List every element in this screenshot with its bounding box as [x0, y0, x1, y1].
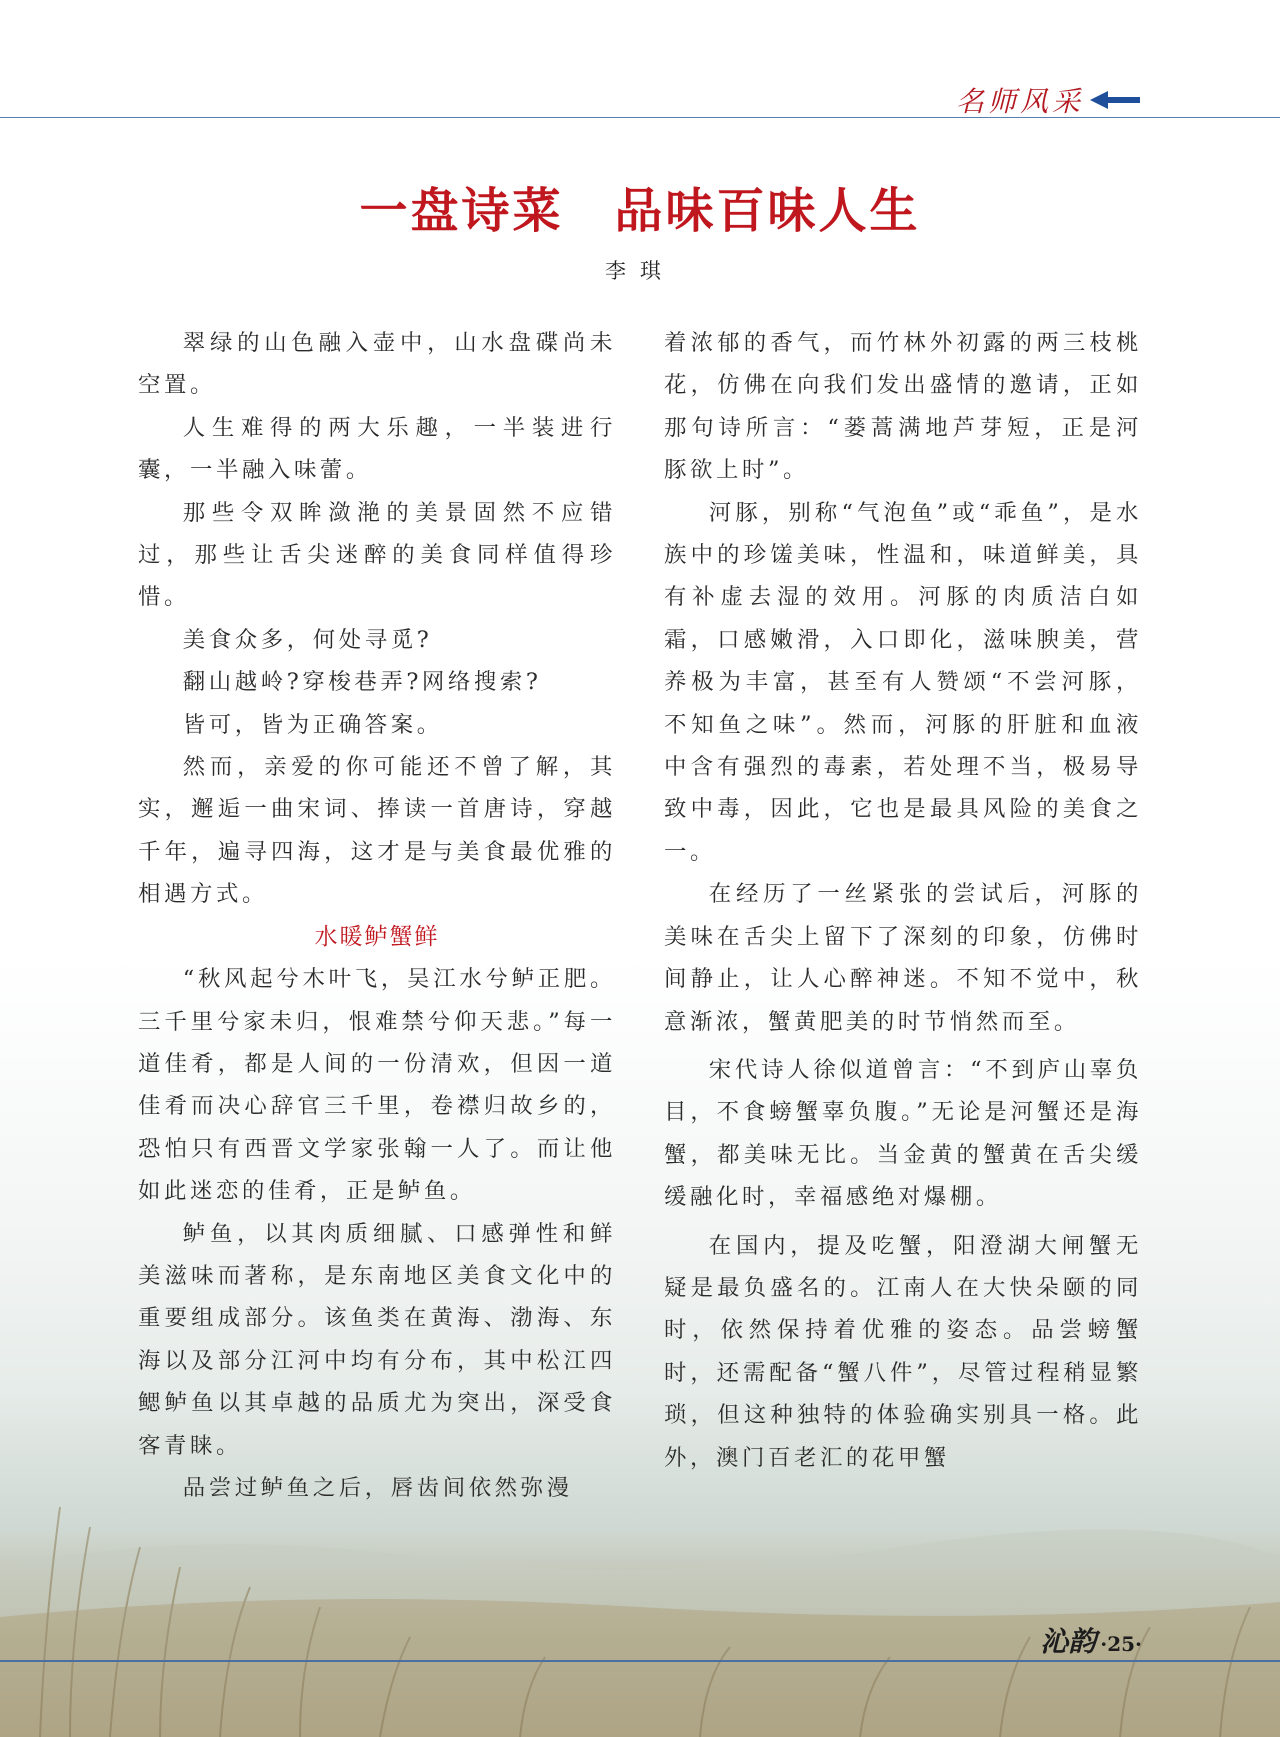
page-folio	[1040, 1620, 1142, 1660]
section-tag	[956, 80, 1140, 120]
page-number: ·25·	[1100, 1632, 1142, 1656]
paragraph: 在经历了一丝紧张的尝试后，河豚的美味在舌尖上留下了深刻的印象，仿佛时间静止，让人心醉神迷。不知不觉中，秋意渐浓，蟹黄肥美的时节悄然而至。	[664, 881, 1142, 1035]
left-arrow-icon	[1090, 89, 1140, 111]
text-column-right	[664, 322, 1142, 1479]
section-subheading: 水暖鲈蟹鲜	[314, 923, 440, 950]
paragraph: 翠绿的山色融入壶中，山水盘碟尚未空置。	[138, 330, 616, 399]
paragraph: 人生难得的两大乐趣，一半装进行囊，一半融入味蕾。	[138, 414, 616, 484]
text-column-left	[138, 322, 616, 1509]
paragraph: 然而，亲爱的你可能还不曾了解，其实，邂逅一曲宋词、捧读一首唐诗，穿越千年，遍寻四海，这才是与美食最优雅的相遇方式。	[138, 754, 616, 908]
paragraph: 着浓郁的香气，而竹林外初露的两三枝桃花，仿佛在向我们发出盛情的邀请，正如那句诗所言：“蒌蒿满地芦芽短，正是河豚欲上时”。	[664, 330, 1142, 484]
section-label: 名师风采	[955, 85, 1084, 118]
footer-rule	[0, 1660, 1280, 1662]
paragraph: 宋代诗人徐似道曾言：“不到庐山辜负目，不食螃蟹辜负腹。”无论是河蟹还是海蟹，都美味无比。当金黄的蟹黄在舌尖缓缓融化时，幸福感绝对爆棚。	[664, 1056, 1142, 1211]
paragraph: 翻山越岭?穿梭巷弄?网络搜索?	[182, 669, 542, 696]
paragraph: 皆可，皆为正确答案。	[182, 711, 443, 738]
paragraph: 河豚，别称“气泡鱼”或“乖鱼”，是水族中的珍馐美味，性温和，味道鲜美，具有补虚去湿的效用。河豚的肉质洁白如霜，口感嫩滑，入口即化，滋味腴美，营养极为丰富，甚至有人赞颂“不尝河豚，不知鱼之味”。然而，河豚的肝脏和血液中含有强烈的毒素，若处理不当，极易导致中毒，因此，它也是最具风险的美食之一。	[664, 499, 1142, 865]
paragraph: 品尝过鲈鱼之后，唇齿间依然弥漫	[182, 1474, 573, 1501]
author-name: 李琪	[605, 259, 675, 283]
journal-name: 沁韵	[1040, 1625, 1097, 1658]
paragraph: 在国内，提及吃蟹，阳澄湖大闸蟹无疑是最负盛名的。江南人在大快朵颐的同时，依然保持着优雅的姿态。品尝螃蟹时，还需配备“蟹八件”，尽管过程稍显繁琐，但这种独特的体验确实别具一格。此外，澳门百老汇的花甲蟹	[664, 1232, 1142, 1471]
paragraph: 鲈鱼，以其肉质细腻、口感弹性和鲜美滋味而著称，是东南地区美食文化中的重要组成部分。该鱼类在黄海、渤海、东海以及部分江河中均有分布，其中松江四鳃鲈鱼以其卓越的品质尤为突出，深受食客青睐。	[138, 1220, 616, 1459]
paragraph: 那些令双眸潋滟的美景固然不应错过，那些让舌尖迷醉的美食同样值得珍惜。	[138, 499, 616, 611]
paragraph: 美食众多，何处寻觅?	[182, 626, 433, 653]
article-title: 一盘诗菜 品味百味人生	[359, 183, 921, 239]
paragraph: “秋风起兮木叶飞，吴江水兮鲈正肥。三千里兮家未归，恨难禁兮仰天悲。”每一道佳肴，都是人间的一份清欢，但因一道佳肴而决心辞官三千里，卷襟归故乡的，恐怕只有西晋文学家张翰一人了。而让他如此迷恋的佳肴，正是鲈鱼。	[138, 966, 616, 1205]
